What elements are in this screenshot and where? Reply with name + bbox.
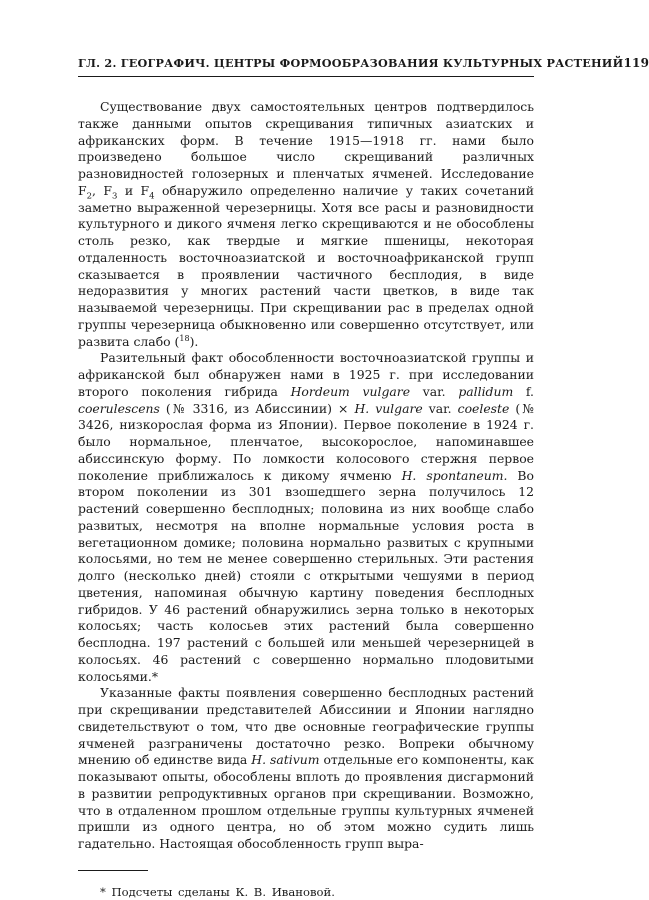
text-run: (№ 3426, низкорослая форма из Японии). Первое поколение в 1924 г. было нормальное, пленчатое, высокорослое, напоминавшее абиссинскую форму. По ломкости колосового стержня первое поколение приближалось к дикому ячменю [78,400,534,483]
body-text [78,99,534,853]
text-run: отдельные его компоненты, как показывают опыты, обособлены вплоть до проявления дисгармоний в развитии репродуктивных органов при скрещивании. Возможно, что в отдаленном прошлом отдельные группы культурных ячменей пришли из одного центра, но об этом можно судить лишь гадательно. Настоящая обособленность групп выра- [78,752,535,851]
text-run: ). [189,333,199,349]
running-head [78,56,649,77]
footnote-rule [78,870,148,871]
book-page [78,56,649,900]
text-run: обнаружило определенно наличие у таких сочетаний заметно выраженной черезерницы. Хотя все расы и разновидности культурного и дикого ячменя легко скрещиваются и не обособлены столь резко, как твердые и мягкие пшеницы, некоторая отдаленность восточноазиатской и восточноафриканской групп сказывается в проявлении частичного бесплодия, в виде недоразвития у многих растений части цветков, в виде так называемой черезерницы. При скрещивании рас в пределах одной группы черезерница обыкновенно или совершенно отсутствует, или развита слабо ( [78,182,534,349]
species-name: H. spontaneum. [401,467,508,483]
species-name: coeleste [457,400,510,416]
subscript: 3 [112,191,118,202]
reference-number: 18 [179,333,190,343]
text-run: (№ 3316, из Абиссинии) × [159,400,355,416]
text-run: f. [513,383,534,399]
species-name: coerulescens [78,400,160,416]
paragraph-2 [78,350,534,685]
footnote: * Подсчеты сделаны К. В. Ивановой. [100,884,335,899]
subscript: 4 [149,191,155,202]
text-run: var. [410,383,459,399]
species-name: Hordeum vulgare [290,383,411,399]
text-run: , F [92,182,112,198]
species-name: pallidum [458,383,514,399]
text-run: и F [117,182,150,198]
species-name: H. vulgare [354,400,423,416]
page-number: 119 [623,56,649,70]
paragraph-1 [78,99,534,350]
text-run: Разительный факт обособленности восточноазиатской группы и африканской был обнаружен нами в 1925 г. при исследовании второго поколения гибрида [78,350,534,399]
subscript: 2 [86,191,93,202]
species-name: H. sativum [251,752,320,768]
text-run: Во втором поколении из 301 взошедшего зерна получилось 12 растений совершенно бесплодных; половина из них вообще слабо развитых, несмотря на вполне нормальные условия роста в вегетационном домике; половина нормально развитых с крупными колосьями, но тем не менее совершенно стерильных. Эти растения долго (несколько дней) стояли с открытыми чешуями в период цветения, напоминая обычную картину поведения бесплодных гибридов. У 46 растений обнаружились зерна только в некоторых колосьях; часть колосьев этих растений была совершенно бесплодна. 197 растений с большей или меньшей черезерницей в колосьях. 46 растений с совершенно нормально плодовитыми колосьями.* [78,467,534,684]
text-run: var. [422,400,458,416]
paragraph-3 [78,685,534,853]
chapter-title: ГЛ. 2. ГЕОГРАФИЧ. ЦЕНТРЫ ФОРМООБРАЗОВАНИЯ КУЛЬТУРНЫХ РАСТЕНИЙ [78,56,624,70]
text-run: Указанные факты появления совершенно бесплодных растений при скрещивании представителей Абиссинии и Японии наглядно свидетельствуют о том, что две основные географические группы ячменей разграничены достаточно резко. Вопреки обычному мнению об единстве вида [78,685,534,768]
text-run: Существование двух самостоятельных центров подтвердилось также данными опытов скрещивания типичных азиатских и африканских форм. В течение 1915—1918 гг. нами было произведено большое число скрещиваний различных разновидностей голозерных и пленчатых ячменей. Исследование F [78,99,534,198]
